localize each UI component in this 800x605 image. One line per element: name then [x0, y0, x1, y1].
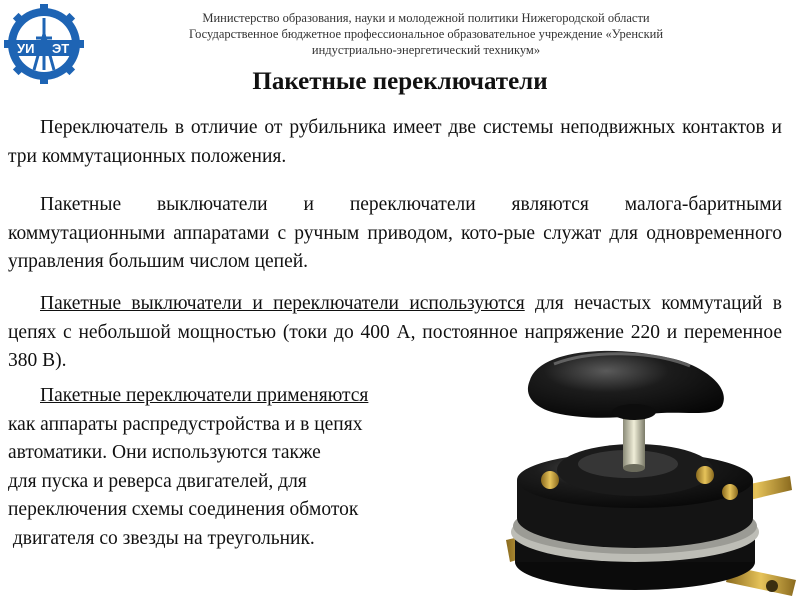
paragraph-3-underlined: Пакетные выключатели и переключатели используются	[40, 293, 525, 314]
paragraph-4-line-6: двигателя со звезды на треугольник.	[8, 527, 315, 549]
paragraph-4-line-4: для пуска и реверса двигателей, для	[8, 470, 307, 492]
paragraph-2-text: Пакетные выключатели и переключатели являются малога-баритными коммутационными аппаратами с ручным приводом, кото-рые служат для одновременного управления большим числом цепей.	[8, 194, 782, 272]
paragraph-1-text: Переключатель в отличие от рубильника имеет две системы неподвижных контактов и три коммутационных положения.	[8, 117, 782, 167]
header-line-1: Министерство образования, науки и молодежной политики Нижегородской области	[202, 11, 650, 25]
header-line-3: индустриально-энергетический техникум»	[311, 43, 541, 57]
paragraph-1	[8, 114, 782, 171]
slide-title: Пакетные переключатели	[252, 68, 548, 95]
paragraph-4-line-5: переключения схемы соединения обмоток	[8, 499, 359, 520]
paragraph-2	[8, 191, 782, 277]
paragraph-4-line-1: Пакетные переключатели применяются	[40, 385, 369, 406]
paragraph-4-line-2: как аппараты распредустройства и в цепях	[8, 413, 363, 435]
packet-switch-photo	[500, 340, 800, 600]
paragraph-4-line-3: автоматики. Они используются также	[8, 442, 321, 463]
logo-text-right: ЭТ	[52, 41, 70, 56]
paragraph-4	[8, 382, 488, 553]
paragraph-3-rest: для нечастых коммутаций в цепях с небольшой мощностью (токи до 400 А, постоянное напряжение 220 и переменное 380 В).	[8, 293, 782, 371]
header-line-2: Государственное бюджетное профессиональное образовательное учреждение «Уренский	[188, 27, 664, 41]
logo-text-left: УИ	[17, 41, 35, 56]
institution-header	[96, 10, 756, 58]
